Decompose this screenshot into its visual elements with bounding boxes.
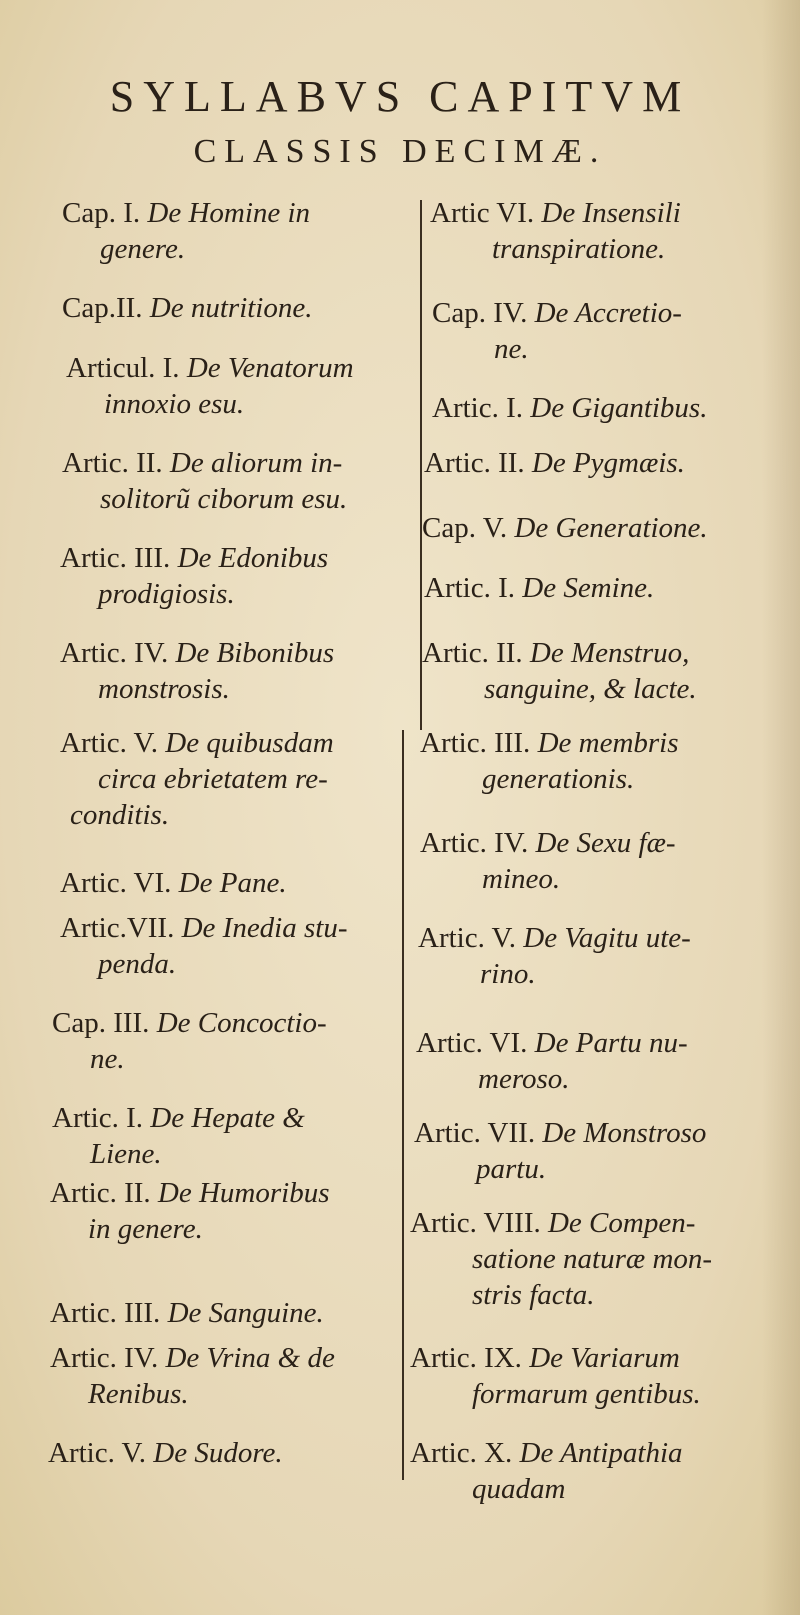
entry-title: De Semine. <box>522 572 655 604</box>
entry-continuation: partu. <box>476 1153 547 1185</box>
entry-title: De Sanguine. <box>167 1297 324 1329</box>
entry-label: Artic.VII. <box>60 912 175 944</box>
entry-label: Artic. IV. <box>420 827 529 859</box>
right-entry <box>432 295 682 367</box>
entry-label: Cap.II. <box>62 292 143 324</box>
right-entry <box>410 1205 712 1313</box>
entry-title: De membris <box>537 727 679 759</box>
entry-continuation: penda. <box>98 948 177 980</box>
left-entry <box>48 1435 283 1471</box>
entry-title: De Gigantibus. <box>530 392 708 424</box>
right-entry <box>420 725 679 797</box>
entry-label: Artic. I. <box>52 1102 143 1134</box>
right-entry <box>416 1025 688 1097</box>
entry-title: De Insensili <box>541 197 681 229</box>
entry-label: Cap. V. <box>422 512 508 544</box>
entry-label: Artic. VIII. <box>410 1207 541 1239</box>
entry-title: De Bibonibus <box>175 637 335 669</box>
entry-label: Artic. VII. <box>414 1117 536 1149</box>
page-edge-shadow <box>762 0 800 1615</box>
entry-label: Artic. IV. <box>50 1342 159 1374</box>
entry-title: De Humoribus <box>157 1177 330 1209</box>
entry-continuation: sanguine, & lacte. <box>484 673 697 705</box>
entry-continuation: ne. <box>494 333 529 365</box>
page-subtitle: CLASSIS DECIMÆ. <box>193 133 607 170</box>
entry-title: De Monstroso <box>542 1117 707 1149</box>
entry-title: De Menstruo, <box>529 637 690 669</box>
left-entry <box>52 1005 327 1077</box>
left-entry <box>62 195 310 267</box>
entry-continuation: transpiratione. <box>492 233 666 265</box>
entry-continuation: prodigiosis. <box>98 578 235 610</box>
left-entry <box>60 865 287 901</box>
entry-label: Artic. III. <box>420 727 531 759</box>
entry-continuation: circa ebrietatem re- <box>98 763 328 795</box>
entry-continuation: generationis. <box>482 763 635 795</box>
entry-continuation: mineo. <box>482 863 561 895</box>
entry-title: De Generatione. <box>514 512 708 544</box>
entry-title: De Sudore. <box>153 1437 283 1469</box>
entry-continuation: Liene. <box>90 1138 162 1170</box>
entry-title: De Sexu fæ- <box>535 827 676 859</box>
entry-label: Artic. VI. <box>416 1027 528 1059</box>
entry-title: De Pane. <box>178 867 287 899</box>
entry-continuation: innoxio esu. <box>104 388 245 420</box>
entry-title: De Vagitu ute- <box>523 922 691 954</box>
entry-title: De Accretio- <box>534 297 682 329</box>
entry-label: Cap. I. <box>62 197 141 229</box>
entry-label: Artic VI. <box>430 197 535 229</box>
entry-continuation: meroso. <box>478 1063 570 1095</box>
right-entry <box>432 390 707 426</box>
entry-label: Artic. I. <box>432 392 523 424</box>
left-entry <box>52 1100 305 1172</box>
entry-label: Artic. IV. <box>60 637 169 669</box>
entry-title: De Hepate & <box>150 1102 305 1134</box>
entry-title: De Edonibus <box>177 542 329 574</box>
right-entry <box>414 1115 706 1187</box>
entry-label: Cap. IV. <box>432 297 528 329</box>
left-entry <box>62 290 312 326</box>
left-entry <box>60 910 348 982</box>
right-entry <box>418 920 691 992</box>
entry-continuation: stris facta. <box>472 1279 595 1311</box>
entry-label: Artic. V. <box>48 1437 147 1469</box>
entry-title: De Antipathia <box>519 1437 683 1469</box>
entry-continuation: monstrosis. <box>98 673 230 705</box>
page-title: SYLLABVS CAPITVM <box>109 72 691 121</box>
entry-continuation: in genere. <box>88 1213 203 1245</box>
entry-title: De Compen- <box>547 1207 696 1239</box>
entry-label: Artic. II. <box>50 1177 151 1209</box>
entry-title: De Partu nu- <box>534 1027 688 1059</box>
entry-continuation: quadam <box>472 1473 566 1505</box>
entry-title: De Variarum <box>529 1342 680 1374</box>
entry-label: Articul. I. <box>66 352 180 384</box>
right-entry <box>424 570 654 606</box>
entry-continuation: genere. <box>100 233 186 265</box>
entry-label: Artic. III. <box>60 542 171 574</box>
entry-continuation: rino. <box>480 958 536 990</box>
right-entry <box>422 635 697 707</box>
entry-label: Artic. II. <box>62 447 163 479</box>
entry-label: Artic. V. <box>60 727 159 759</box>
entry-label: Artic. V. <box>418 922 517 954</box>
entry-title: De Pygmæis. <box>531 447 685 479</box>
entry-title: De Homine in <box>147 197 311 229</box>
right-entry <box>424 445 685 481</box>
entry-label: Artic. II. <box>422 637 523 669</box>
entry-title: De Vrina & de <box>165 1342 335 1374</box>
left-entry <box>66 350 354 422</box>
entry-label: Artic. II. <box>424 447 525 479</box>
entry-label: Artic. IX. <box>410 1342 522 1374</box>
entry-label: Artic. VI. <box>60 867 172 899</box>
right-entry <box>410 1340 701 1412</box>
entry-title: De nutritione. <box>149 292 313 324</box>
entry-continuation: conditis. <box>70 799 170 831</box>
entry-continuation: satione naturæ mon- <box>472 1243 713 1275</box>
right-entry <box>410 1435 683 1507</box>
right-entry <box>420 825 676 897</box>
right-entry <box>430 195 681 267</box>
left-entry <box>50 1295 324 1331</box>
column-divider-lower <box>402 730 404 1480</box>
entry-continuation: formarum gentibus. <box>472 1378 701 1410</box>
entry-title: De aliorum in- <box>169 447 343 479</box>
entry-title: De Concoctio- <box>156 1007 327 1039</box>
left-entry <box>60 725 334 833</box>
entry-title: De Venatorum <box>186 352 354 384</box>
entry-label: Artic. III. <box>50 1297 161 1329</box>
left-entry <box>50 1340 335 1412</box>
entry-continuation: ne. <box>90 1043 125 1075</box>
entry-title: De quibusdam <box>165 727 334 759</box>
left-entry <box>62 445 347 517</box>
left-entry <box>60 540 328 612</box>
entry-label: Cap. III. <box>52 1007 150 1039</box>
entry-title: De Inedia stu- <box>181 912 348 944</box>
entry-label: Artic. I. <box>424 572 515 604</box>
entry-label: Artic. X. <box>410 1437 513 1469</box>
left-entry <box>50 1175 330 1247</box>
entry-continuation: solitorũ ciborum esu. <box>100 483 348 515</box>
left-entry <box>60 635 334 707</box>
right-entry <box>422 510 708 546</box>
entry-continuation: Renibus. <box>88 1378 189 1410</box>
